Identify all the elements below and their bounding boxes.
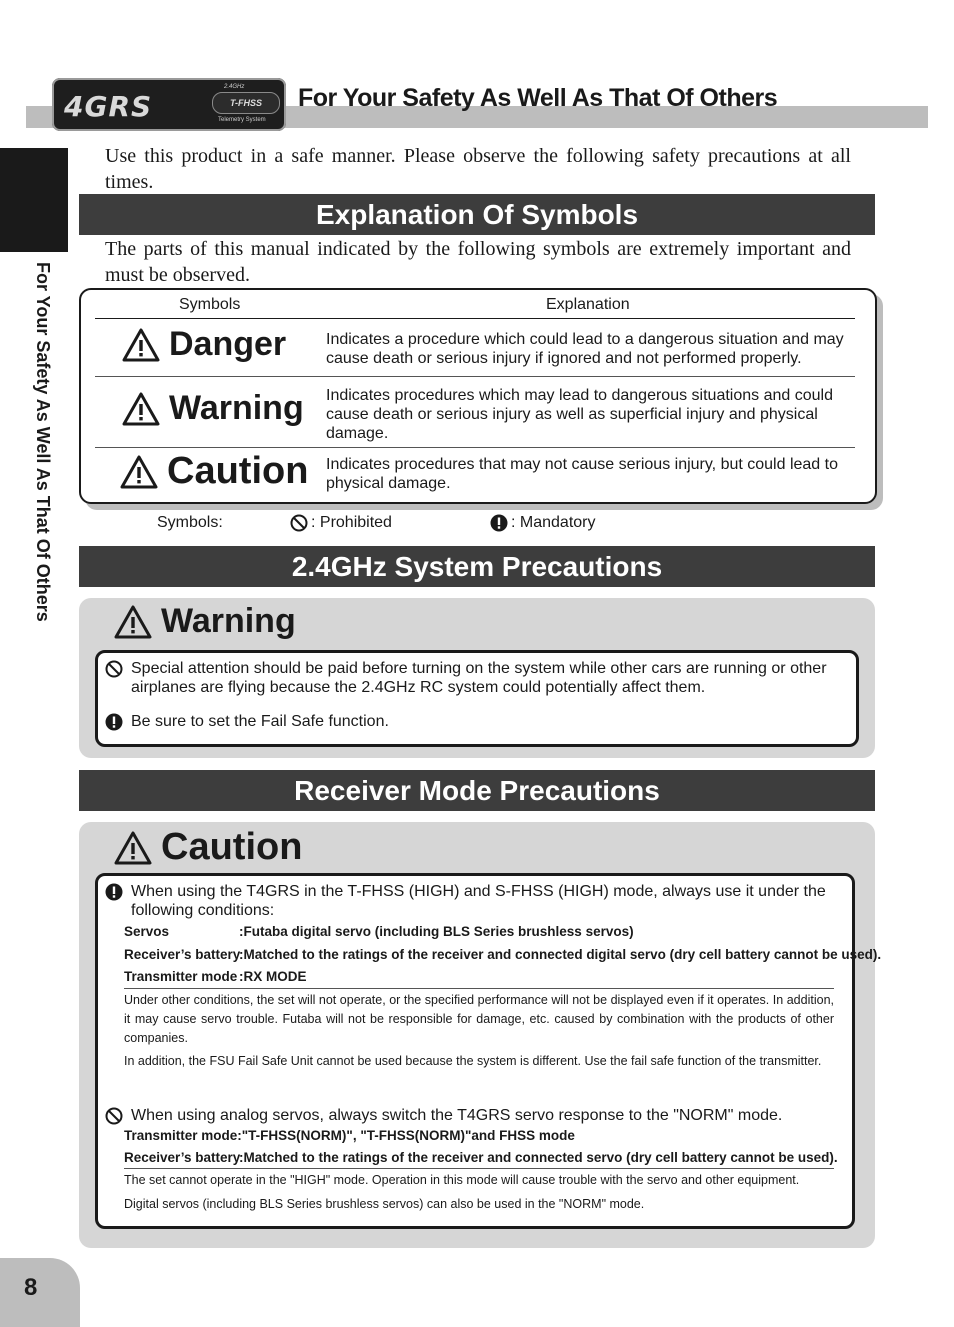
condition-key: Receiver’s battery bbox=[124, 1150, 241, 1165]
receiver-panel-title bbox=[113, 826, 302, 869]
warning-label bbox=[121, 389, 304, 428]
logo-badge-top: 2.4GHz bbox=[224, 84, 245, 90]
col-symbols-header: Symbols bbox=[179, 296, 241, 313]
mandatory-icon bbox=[105, 713, 123, 731]
ghz-panel-title-text: Warning bbox=[161, 602, 296, 640]
warning-explanation: Indicates procedures which may lead to dangerous situations and could cause death or serious injury as well as superficial injury and physical damage. bbox=[326, 387, 833, 442]
symbols-section-title: Explanation Of Symbols bbox=[79, 194, 875, 235]
warning-triangle-icon bbox=[113, 830, 153, 866]
ghz-warning-panel bbox=[79, 598, 875, 758]
danger-label-text: Danger bbox=[169, 325, 287, 363]
legend-prohibited-text: : Prohibited bbox=[311, 514, 392, 531]
condition-row bbox=[124, 947, 881, 962]
receiver-caution-panel bbox=[79, 822, 882, 1248]
symbols-table bbox=[79, 288, 877, 504]
condition-row bbox=[124, 924, 634, 939]
warning-triangle-icon bbox=[121, 327, 161, 363]
warning-triangle-icon bbox=[119, 454, 159, 490]
battery-row bbox=[124, 1150, 838, 1165]
col-explanation-header: Explanation bbox=[546, 296, 630, 313]
legend-mandatory-text: : Mandatory bbox=[511, 514, 596, 531]
prohibited-icon bbox=[290, 514, 308, 532]
receiver-panel-title-text: Caution bbox=[161, 826, 303, 868]
prohibited-icon bbox=[105, 660, 123, 678]
page-header-title: For Your Safety As Well As That Of Others bbox=[298, 84, 778, 112]
symbol-row-caution bbox=[95, 447, 855, 498]
receiver-item-2-text: When using analog servos, always switch the T4GRS servo response to the "NORM" mode. bbox=[131, 1107, 783, 1124]
receiver-item-1-text: When using the T4GRS in the T-FHSS (HIGH) and S-FHSS (HIGH) mode, always use it under the following conditions: bbox=[131, 883, 826, 919]
caution-label-text: Caution bbox=[167, 450, 309, 492]
receiver-section-title: Receiver Mode Precautions bbox=[79, 770, 875, 811]
mandatory-icon bbox=[490, 514, 508, 532]
ghz-item-2-text: Be sure to set the Fail Safe function. bbox=[131, 713, 389, 730]
product-logo bbox=[52, 78, 286, 131]
prohibited-icon bbox=[105, 1107, 123, 1125]
condition-value: :Matched to the ratings of the receiver and connected servo (dry cell battery cannot be used). bbox=[239, 1150, 838, 1165]
receiver-note-3: The set cannot operate in the "HIGH" mode. Operation in this mode will cause trouble with the servo and other equipment. bbox=[124, 1173, 800, 1187]
warning-triangle-icon bbox=[113, 604, 153, 640]
symbols-intro: The parts of this manual indicated by the following symbols are extremely important and must be observed. bbox=[105, 238, 851, 286]
ghz-item-1-text: Special attention should be paid before turning on the system while other cars are running or other airplanes are flying because the 2.4GHz RC system could potentially affect them. bbox=[131, 660, 827, 696]
legend-prohibited bbox=[290, 514, 392, 532]
side-tab-block bbox=[0, 148, 68, 252]
condition-value: :RX MODE bbox=[239, 969, 307, 984]
side-tab-label: For Your Safety As Well As That Of Others bbox=[33, 262, 53, 622]
symbol-row-danger bbox=[95, 318, 855, 375]
condition-row bbox=[124, 969, 307, 984]
legend-mandatory bbox=[490, 514, 595, 532]
symbol-row-warning bbox=[95, 376, 855, 448]
receiver-note-2: In addition, the FSU Fail Safe Unit cannot be used because the system is different. Use the fail safe function of the transmitter. bbox=[124, 1054, 822, 1068]
logo-main-text: 4GRS bbox=[64, 90, 153, 123]
condition-key: Servos bbox=[124, 924, 170, 939]
danger-explanation: Indicates a procedure which could lead to a dangerous situation and may cause death or serious injury if ignored and not performed properly. bbox=[326, 331, 844, 367]
danger-label bbox=[121, 325, 286, 364]
transmitter-mode-row: Transmitter mode:"T-FHSS(NORM)", "T-FHSS(NORM)"and FHSS mode bbox=[124, 1128, 575, 1143]
mandatory-icon bbox=[105, 883, 123, 901]
warning-label-text: Warning bbox=[169, 389, 304, 427]
page-number-tab bbox=[0, 1258, 80, 1327]
condition-key: Receiver’s battery bbox=[124, 947, 241, 962]
condition-key: Transmitter mode bbox=[124, 969, 238, 984]
logo-badge: T-FHSS bbox=[212, 92, 280, 114]
condition-value: :Matched to the ratings of the receiver and connected digital servo (dry cell battery cannot be used). bbox=[239, 947, 882, 962]
ghz-panel-title bbox=[113, 602, 296, 641]
receiver-note-1: Under other conditions, the set will not operate, or the specified performance will not be displayed even if it operates. In addition, it may cause servo trouble. Futaba will not be responsible for damage, etc. caused by combination with the products of other companies. bbox=[124, 993, 834, 1045]
intro-paragraph: Use this product in a safe manner. Please observe the following safety precautions at all times. bbox=[105, 145, 851, 193]
ghz-warning-box bbox=[95, 650, 859, 747]
warning-triangle-icon bbox=[121, 391, 161, 427]
receiver-note-4: Digital servos (including BLS Series brushless servos) can also be used in the "NORM" mode. bbox=[124, 1197, 645, 1211]
divider bbox=[124, 1168, 834, 1169]
ghz-section-title: 2.4GHz System Precautions bbox=[79, 546, 875, 587]
logo-sub-text: Telemetry System bbox=[218, 117, 266, 123]
receiver-caution-box bbox=[95, 873, 882, 1229]
divider bbox=[124, 988, 834, 989]
symbols-legend-label: Symbols: bbox=[157, 514, 223, 531]
page-number: 8 bbox=[24, 1274, 38, 1301]
caution-explanation: Indicates procedures that may not cause serious injury, but could lead to physical damage. bbox=[326, 456, 838, 492]
condition-value: :Futaba digital servo (including BLS Series brushless servos) bbox=[239, 924, 634, 939]
caution-label bbox=[119, 450, 308, 493]
